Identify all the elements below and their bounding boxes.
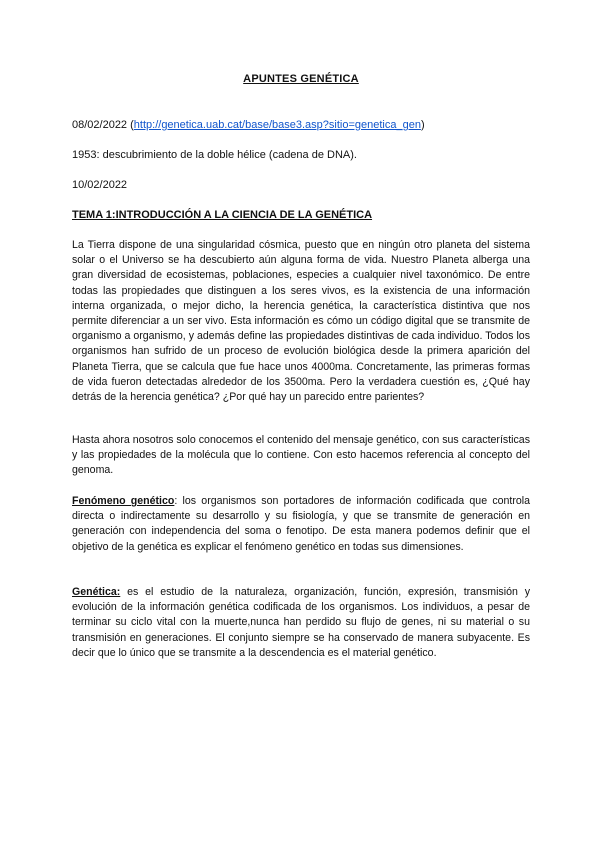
date-2: 10/02/2022 bbox=[72, 179, 128, 191]
link-open-paren: ( bbox=[127, 119, 134, 131]
section-heading: TEMA 1:INTRODUCCIÓN A LA CIENCIA DE LA GENÉTICA bbox=[72, 209, 373, 221]
link-close-paren: ) bbox=[420, 119, 425, 131]
genetica-definition: es el estudio de la naturaleza, organización, función, expresión, transmisión y evolución de la información genética codificada de los organismos. Los individuos, a pesar de terminar su ciclo vital con la muerte,nunca han perdido su flujo de genes, ni su material o su transmisión en generaciones. El conjunto siempre se ha conservado de manera subyacente. Es decir que lo único que se transmite a la descendencia es el material genético. bbox=[72, 586, 530, 659]
paragraph-fenomeno bbox=[72, 494, 530, 555]
document-title: APUNTES GENÉTICA bbox=[243, 73, 359, 85]
genetica-link[interactable]: http://genetica.uab.cat/base/base3.asp?sitio=genetica_gen bbox=[133, 119, 421, 131]
term-genetica: Genética: bbox=[72, 586, 121, 598]
date-1: 08/02/2022 bbox=[72, 119, 128, 131]
note-1953: 1953: descubrimiento de la doble hélice (cadena de DNA). bbox=[72, 149, 357, 161]
fenomeno-definition: : los organismos son portadores de información codificada que controla directa o indirectamente su desarrollo y su fisiología, y que se transmite de generación en generación con independencia del soma o fenotipo. De esta manera podemos definir que el objetivo de la genética es explicar el fenómeno genético en todas sus dimensiones. bbox=[72, 495, 531, 553]
date-reference-line bbox=[72, 118, 425, 133]
paragraph-genome: Hasta ahora nosotros solo conocemos el contenido del mensaje genético, con sus características y las propiedades de la molécula que lo contiene. Con esto hacemos referencia al concepto del genoma. bbox=[72, 434, 530, 477]
term-fenomeno-genetico: Fenómeno genético bbox=[72, 495, 175, 507]
paragraph-intro: La Tierra dispone de una singularidad cósmica, puesto que en ningún otro planeta del sistema solar o el Universo se ha descubierto aún alguna forma de vida. Nuestro Planeta alberga una gran diversidad de ecosistemas, poblaciones, especies a cualquier nivel taxonómico. De entre todas las propiedades que distinguen a los seres vivos, es la existencia de una información interna organizada, o mejor dicho, la herencia genética, la característica distintiva que nos permite diferenciar a un ser vivo. Esta información es cómo un código digital que se transmite de organismo a organismo, y además define las propiedades distintivas de cada individuo. Todos los organismos han sufrido de un proceso de evolución biológica desde la primera aparición del Planeta Tierra, que se calcula que fue hace unos 4000ma. Concretamente, las primeras formas de vida fueron detectadas alrededor de los 3500ma. Pero la verdadera cuestión es, ¿Qué hay detrás de la herencia genética? ¿Por qué hay un parecido entre parientes? bbox=[72, 239, 530, 404]
paragraph-genetica bbox=[72, 585, 530, 661]
